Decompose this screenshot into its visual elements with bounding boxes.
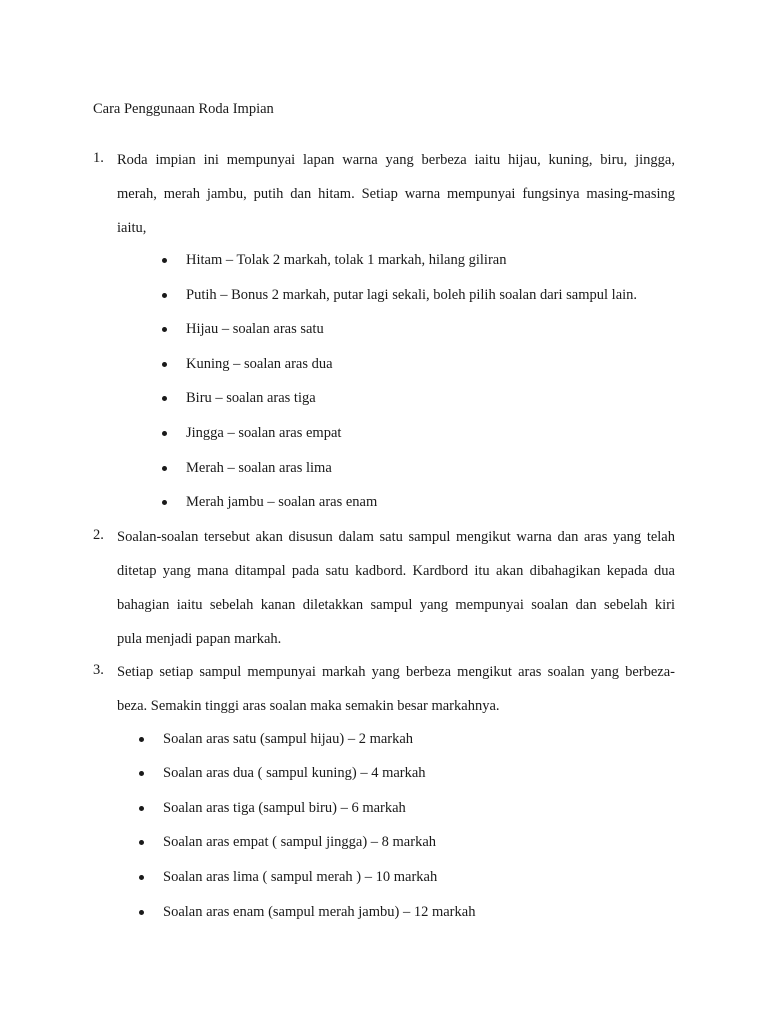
item-2-line-1: Soalan-soalan tersebut akan disusun dalam satu sampul mengikut warna dan aras yang telah — [117, 529, 675, 545]
document-title: Cara Penggunaan Roda Impian — [93, 101, 274, 117]
list-item: Soalan aras empat ( sampul jingga) – 8 markah — [163, 834, 437, 850]
list-item: Jingga – soalan aras empat — [186, 425, 342, 441]
item-2-line-3: bahagian iaitu sebelah kanan diletakkan sampul yang mempunyai soalan dan sebelah kiri — [117, 597, 675, 613]
list-item: Soalan aras dua ( sampul kuning) – 4 markah — [163, 765, 426, 781]
list-item: Soalan aras lima ( sampul merah ) – 10 markah — [163, 869, 438, 885]
list-item: Hijau – soalan aras satu — [186, 321, 324, 337]
list-item: Hitam – Tolak 2 markah, tolak 1 markah, hilang giliran — [186, 252, 507, 268]
item-number: 2. — [93, 527, 104, 543]
item-1-line-3: iaitu, — [117, 220, 147, 236]
bullet-icon — [162, 293, 167, 298]
list-item: Soalan aras enam (sampul merah jambu) – 12 markah — [163, 904, 476, 920]
bullet-icon — [162, 362, 167, 367]
bullet-icon — [162, 396, 167, 401]
bullet-icon — [139, 840, 144, 845]
item-1-line-2: merah, merah jambu, putih dan hitam. Setiap warna mempunyai fungsinya masing-masing — [117, 186, 675, 202]
list-item: Kuning – soalan aras dua — [186, 356, 333, 372]
bullet-icon — [162, 466, 167, 471]
item-2-line-4: pula menjadi papan markah. — [117, 631, 282, 647]
item-1-line-1: Roda impian ini mempunyai lapan warna yang berbeza iaitu hijau, kuning, biru, jingga, — [117, 152, 675, 168]
item-number: 1. — [93, 150, 104, 166]
bullet-icon — [139, 771, 144, 776]
item-2-line-2: ditetap yang mana ditampal pada satu kadbord. Kardbord itu akan dibahagikan kepada dua — [117, 563, 675, 579]
list-item: Soalan aras satu (sampul hijau) – 2 markah — [163, 731, 414, 747]
bullet-icon — [139, 875, 144, 880]
list-item: Merah jambu – soalan aras enam — [186, 494, 378, 510]
item-number: 3. — [93, 662, 104, 678]
list-item: Merah – soalan aras lima — [186, 460, 332, 476]
bullet-icon — [139, 910, 144, 915]
bullet-icon — [139, 737, 144, 742]
list-item: Putih – Bonus 2 markah, putar lagi sekali, boleh pilih soalan dari sampul lain. — [186, 287, 638, 303]
item-3-line-2: beza. Semakin tinggi aras soalan maka semakin besar markahnya. — [117, 698, 500, 714]
bullet-icon — [162, 258, 167, 263]
item-3-line-1: Setiap setiap sampul mempunyai markah yang berbeza mengikut aras soalan yang berbeza- — [117, 664, 675, 680]
list-item: Biru – soalan aras tiga — [186, 390, 316, 406]
list-item: Soalan aras tiga (sampul biru) – 6 markah — [163, 800, 406, 816]
bullet-icon — [139, 806, 144, 811]
bullet-icon — [162, 327, 167, 332]
bullet-icon — [162, 500, 167, 505]
bullet-icon — [162, 431, 167, 436]
